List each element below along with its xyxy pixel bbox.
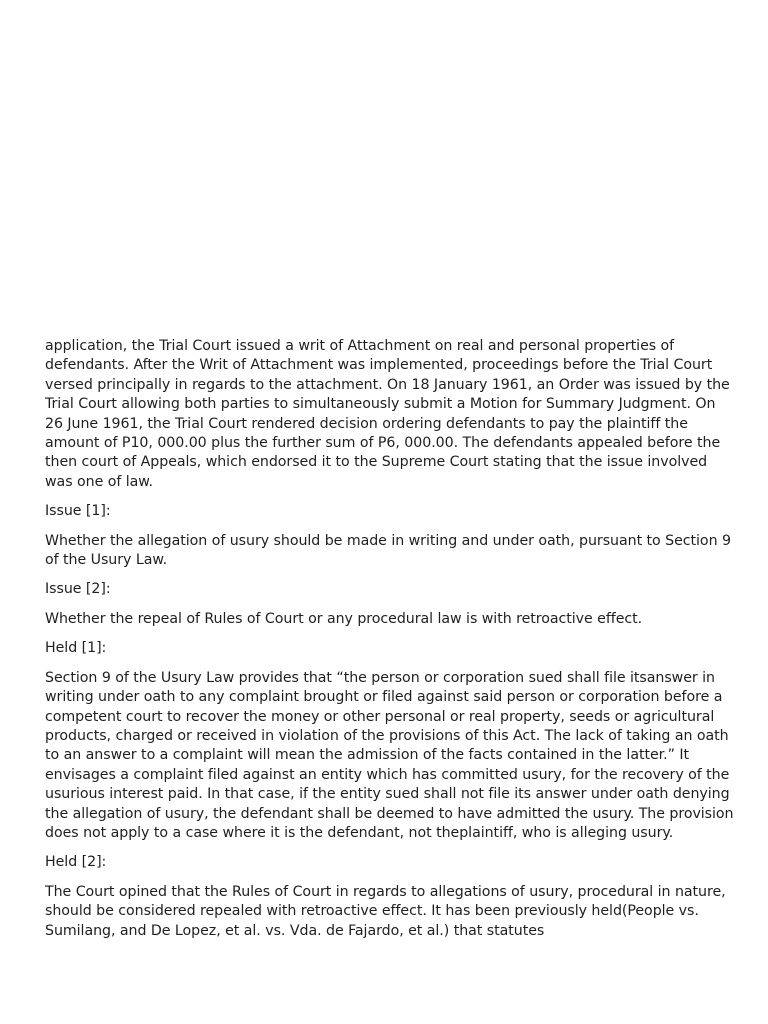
heading-issue-1: Issue [1]: — [45, 503, 111, 520]
paragraph-facts-continued: application, the Trial Court issued a writ of Attachment on real and personal properties of defendants. After the Writ of Attachment was implemented, proceedings before the Trial Court versed principally in regards to the attachment. On 18 January 1961, an Order was issued by the Trial Court allowing both parties to simultaneously submit a Motion for Summary Judgment. On 26 June 1961, the Trial Court rendered decision ordering defendants to pay the plaintiff the amount of P10, 000.00 plus the further sum of P6, 000.00. The defendants appealed before the then court of Appeals, which endorsed it to the Supreme Court stating that the issue involved was one of law. — [45, 338, 730, 490]
heading-issue-2: Issue [2]: — [45, 581, 111, 598]
document-body — [45, 337, 735, 951]
paragraph-issue-2: Whether the repeal of Rules of Court or any procedural law is with retroactive effect. — [45, 610, 643, 627]
paragraph-issue-1: Whether the allegation of usury should be made in writing and under oath, pursuant to Section 9 of the Usury Law. — [45, 532, 731, 569]
paragraph-held-2: The Court opined that the Rules of Court in regards to allegations of usury, procedural in nature, should be considered repealed with retroactive effect. It has been previously held(People vs. Sumilang, and De Lopez, et al. vs. Vda. de Fajardo, et al.) that statutes — [45, 883, 726, 939]
heading-held-1: Held [1]: — [45, 640, 107, 657]
heading-held-2: Held [2]: — [45, 854, 107, 871]
paragraph-held-1: Section 9 of the Usury Law provides that “the person or corporation sued shall file itsanswer in writing under oath to any complaint brought or filed against said person or corporation before a competent court to recover the money or other personal or real property, seeds or agricultural products, charged or received in violation of the provisions of this Act. The lack of taking an oath to an answer to a complaint will mean the admission of the facts contained in the latter.” It envisages a complaint filed against an entity which has committed usury, for the recovery of the usurious interest paid. In that case, if the entity sued shall not file its answer under oath denying the allegation of usury, the defendant shall be deemed to have admitted the usury. The provision does not apply to a case where it is the defendant, not theplaintiff, who is alleging usury. — [45, 669, 734, 841]
